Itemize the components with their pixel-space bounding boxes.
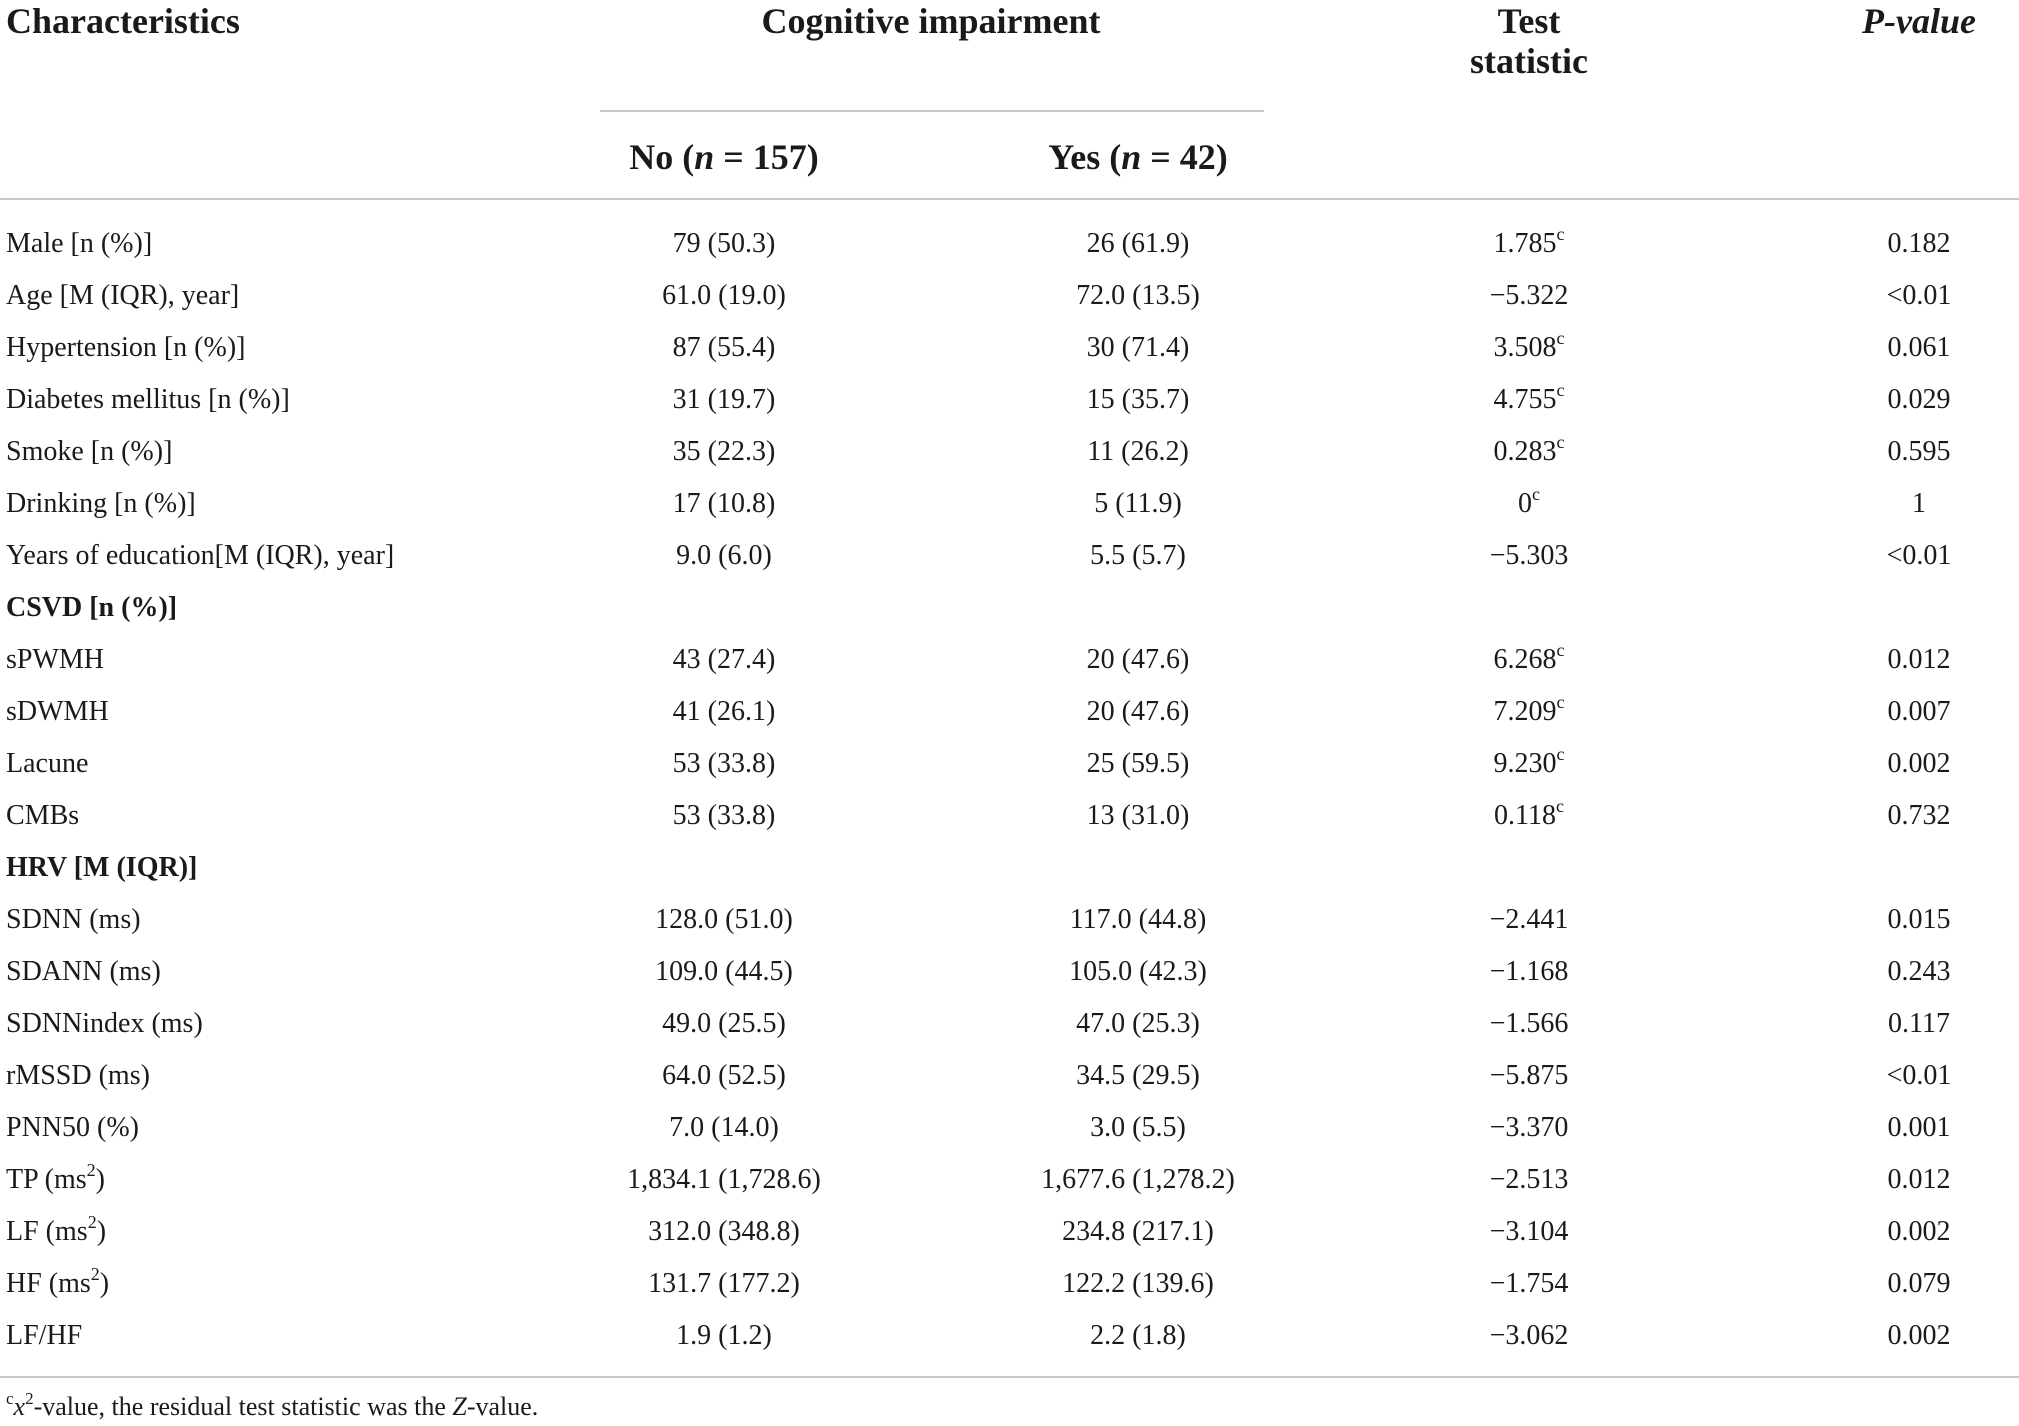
- test-statistic-value: 6.268: [1493, 644, 1557, 675]
- cell-test-statistic: [1494, 686, 1565, 738]
- row-label: [6, 322, 245, 374]
- table-bottom-rule: [0, 1376, 2019, 1378]
- cell-p-value: 0.007: [1887, 696, 1951, 727]
- cell-test-statistic: [1490, 1102, 1569, 1154]
- test-statistic-value: 0.283: [1493, 436, 1557, 467]
- table-row: [0, 374, 2019, 426]
- header-bottom-rule: [0, 198, 2019, 200]
- row-label-text: SDNNindex (ms): [6, 1008, 203, 1039]
- cell-test-statistic: [1518, 478, 1540, 530]
- row-label-text: Drinking [n (%)]: [6, 488, 196, 519]
- cell-test-statistic: [1490, 1154, 1569, 1206]
- header-no: No (n = 157): [629, 137, 819, 177]
- row-label-text: Diabetes mellitus [n (%)]: [6, 384, 290, 415]
- row-label: [6, 374, 290, 426]
- cell-p-value: 0.061: [1887, 332, 1951, 363]
- row-label-superscript: 2: [87, 1212, 97, 1232]
- p-symbol: P: [1862, 1, 1885, 41]
- cell-p-value: 0.732: [1887, 800, 1951, 831]
- table-row: [0, 894, 2019, 946]
- test-statistic-value: −5.303: [1489, 540, 1569, 571]
- cell-no: 61.0 (19.0): [662, 280, 786, 311]
- row-label-text: sPWMH: [6, 644, 105, 675]
- cell-no: 128.0 (51.0): [655, 904, 793, 935]
- table-row: [0, 738, 2019, 790]
- row-label: [6, 894, 141, 946]
- test-statistic-value: −3.370: [1489, 1112, 1569, 1143]
- footnote: [6, 1390, 538, 1424]
- cell-test-statistic: [1494, 322, 1565, 374]
- row-label: [6, 1206, 106, 1258]
- cell-test-statistic: [1494, 218, 1565, 270]
- cell-test-statistic: [1490, 1050, 1569, 1102]
- cell-p-value: 0.002: [1887, 1216, 1951, 1247]
- cell-no: 49.0 (25.5): [662, 1008, 786, 1039]
- row-label-text: SDNN (ms): [6, 904, 141, 935]
- cell-yes: 1,677.6 (1,278.2): [1041, 1164, 1235, 1195]
- cell-p-value: 1: [1912, 488, 1926, 519]
- row-label: [6, 686, 109, 738]
- test-statistic-value: 0: [1518, 488, 1532, 519]
- cell-yes: 30 (71.4): [1086, 332, 1190, 363]
- row-label: [6, 1258, 109, 1310]
- cell-yes: 3.0 (5.5): [1090, 1112, 1186, 1143]
- cell-yes: 5.5 (5.7): [1090, 540, 1186, 571]
- table-row: [0, 1258, 2019, 1310]
- row-label: [6, 270, 239, 322]
- chi-square-marker: c: [1556, 380, 1565, 400]
- chi-square-marker: c: [1556, 692, 1565, 712]
- cell-p-value: 0.002: [1887, 1320, 1951, 1351]
- cell-no: 35 (22.3): [672, 436, 776, 467]
- cell-test-statistic: [1494, 374, 1565, 426]
- table-row: [0, 530, 2019, 582]
- test-statistic-value: 9.230: [1493, 748, 1557, 779]
- cell-yes: 72.0 (13.5): [1076, 280, 1200, 311]
- cell-test-statistic: [1490, 270, 1569, 322]
- cell-no: 64.0 (52.5): [662, 1060, 786, 1091]
- cell-yes: 117.0 (44.8): [1069, 904, 1207, 935]
- table-row: [0, 1310, 2019, 1362]
- cell-p-value: 0.595: [1887, 436, 1951, 467]
- test-statistic-value: −3.104: [1489, 1216, 1569, 1247]
- test-statistic-value: 3.508: [1493, 332, 1557, 363]
- test-statistic-value: −5.322: [1489, 280, 1569, 311]
- section-row: [0, 842, 2019, 894]
- cell-p-value: 0.182: [1887, 228, 1951, 259]
- cell-yes: 5 (11.9): [1094, 488, 1182, 519]
- cell-no: 31 (19.7): [672, 384, 776, 415]
- cell-test-statistic: [1490, 998, 1569, 1050]
- cell-yes: 13 (31.0): [1086, 800, 1190, 831]
- row-label: [6, 738, 88, 790]
- row-label-text: Age [M (IQR), year]: [6, 280, 240, 311]
- header-p-value-text: [1862, 1, 1976, 41]
- header-test-line1: Test: [1497, 1, 1561, 41]
- n-symbol: n: [694, 137, 715, 177]
- row-label-text: Hypertension [n (%)]: [6, 332, 246, 363]
- cell-test-statistic: [1494, 790, 1564, 842]
- cell-p-value: 0.117: [1888, 1008, 1950, 1039]
- cell-no: 1,834.1 (1,728.6): [627, 1164, 821, 1195]
- cell-p-value: 0.012: [1887, 1164, 1951, 1195]
- row-label-text: LF/HF: [6, 1320, 83, 1351]
- cell-test-statistic: [1494, 738, 1565, 790]
- row-label-text: Male [n (%)]: [6, 228, 153, 259]
- cell-no: 312.0 (348.8): [648, 1216, 800, 1247]
- cell-no: 109.0 (44.5): [655, 956, 793, 987]
- test-statistic-value: −2.513: [1489, 1164, 1569, 1195]
- section-label: [6, 842, 197, 894]
- header-cognitive-impairment: Cognitive impairment: [761, 1, 1101, 41]
- test-statistic-value: −1.168: [1489, 956, 1569, 987]
- row-label-text: CSVD [n (%)]: [6, 592, 178, 623]
- footnote-power: 2: [25, 1389, 34, 1408]
- chi-square-marker: c: [1532, 484, 1540, 504]
- cell-p-value: 0.002: [1887, 748, 1951, 779]
- row-label-text: HRV [M (IQR)]: [6, 852, 198, 883]
- cell-yes: 2.2 (1.8): [1090, 1320, 1186, 1351]
- cell-yes: 11 (26.2): [1087, 436, 1189, 467]
- row-label-superscript: 2: [86, 1160, 96, 1180]
- row-label-text: rMSSD (ms): [6, 1060, 150, 1091]
- row-label-text: Lacune: [6, 748, 89, 779]
- chi-square-marker: c: [1556, 432, 1565, 452]
- cell-test-statistic: [1494, 634, 1565, 686]
- row-label: [6, 530, 394, 582]
- cell-no: 131.7 (177.2): [648, 1268, 800, 1299]
- cell-yes: 15 (35.7): [1086, 384, 1190, 415]
- n-symbol: n: [1121, 137, 1142, 177]
- chi-square-marker: c: [1556, 328, 1565, 348]
- table-row: [0, 1206, 2019, 1258]
- row-label-superscript: 2: [90, 1264, 100, 1284]
- cell-yes: 20 (47.6): [1086, 644, 1190, 675]
- test-statistic-value: −5.875: [1489, 1060, 1569, 1091]
- table-row: [0, 270, 2019, 322]
- cell-test-statistic: [1490, 1206, 1569, 1258]
- row-label: [6, 634, 104, 686]
- table-row: [0, 1102, 2019, 1154]
- test-statistic-value: 7.209: [1493, 696, 1557, 727]
- row-label-text: CMBs: [6, 800, 80, 831]
- row-label-text: SDANN (ms): [6, 956, 161, 987]
- row-label-text: Smoke [n (%)]: [6, 436, 173, 467]
- cell-test-statistic: [1490, 530, 1569, 582]
- cell-yes: 47.0 (25.3): [1076, 1008, 1200, 1039]
- cell-test-statistic: [1490, 1310, 1569, 1362]
- row-label-text: TP (ms: [6, 1164, 87, 1195]
- row-label: [6, 1310, 82, 1362]
- chi-square-marker: c: [1556, 744, 1565, 764]
- row-label: [6, 1102, 139, 1154]
- row-label: [6, 478, 196, 530]
- row-label-text: HF (ms: [6, 1268, 91, 1299]
- test-statistic-value: 4.755: [1493, 384, 1557, 415]
- cell-yes: 122.2 (139.6): [1062, 1268, 1214, 1299]
- table-row: [0, 1154, 2019, 1206]
- cell-p-value: <0.01: [1886, 540, 1952, 571]
- p-value-suffix: -value: [1884, 1, 1976, 41]
- row-label-end: ): [99, 1268, 110, 1299]
- cell-test-statistic: [1490, 1258, 1569, 1310]
- chi-square-marker: c: [1556, 224, 1565, 244]
- test-statistic-value: −3.062: [1489, 1320, 1569, 1351]
- footnote-text-a: -value, the residual test statistic was the: [33, 1392, 453, 1421]
- table-row: [0, 1050, 2019, 1102]
- cell-no: 43 (27.4): [672, 644, 776, 675]
- cell-no: 17 (10.8): [672, 488, 776, 519]
- cell-p-value: 0.015: [1887, 904, 1951, 935]
- header-yes: Yes (n = 42): [1048, 137, 1228, 177]
- chi-square-marker: c: [1555, 796, 1564, 816]
- cell-p-value: 0.001: [1887, 1112, 1951, 1143]
- cell-test-statistic: [1490, 894, 1569, 946]
- group-underline: [600, 110, 1264, 112]
- table-row: [0, 218, 2019, 270]
- test-statistic-value: 1.785: [1493, 228, 1557, 259]
- cell-yes: 105.0 (42.3): [1069, 956, 1207, 987]
- cell-test-statistic: [1494, 426, 1565, 478]
- table-row: [0, 686, 2019, 738]
- footnote-text-b: -value.: [466, 1392, 539, 1421]
- footnote-z: Z: [452, 1392, 467, 1421]
- row-label: [6, 1154, 105, 1206]
- footnote-symbol: x: [13, 1392, 26, 1421]
- cell-yes: 20 (47.6): [1086, 696, 1190, 727]
- row-label-end: ): [96, 1216, 107, 1247]
- cell-yes: 25 (59.5): [1086, 748, 1190, 779]
- test-statistic-value: 0.118: [1494, 800, 1556, 831]
- cell-p-value: 0.243: [1887, 956, 1951, 987]
- cell-test-statistic: [1490, 946, 1569, 998]
- test-statistic-value: −1.566: [1489, 1008, 1569, 1039]
- row-label: [6, 218, 152, 270]
- test-statistic-value: −1.754: [1489, 1268, 1569, 1299]
- cell-yes: 26 (61.9): [1086, 228, 1190, 259]
- row-label: [6, 946, 161, 998]
- cell-p-value: <0.01: [1886, 1060, 1952, 1091]
- table-row: [0, 946, 2019, 998]
- table-row: [0, 478, 2019, 530]
- row-label: [6, 1050, 150, 1102]
- footnote-marker: c: [6, 1389, 14, 1408]
- header-test-line2: statistic: [1470, 41, 1588, 81]
- test-statistic-value: −2.441: [1489, 904, 1569, 935]
- row-label-text: sDWMH: [6, 696, 109, 727]
- header-characteristics: Characteristics: [6, 1, 240, 41]
- cell-yes: 34.5 (29.5): [1076, 1060, 1200, 1091]
- cell-no: 53 (33.8): [672, 800, 776, 831]
- row-label-text: Years of education[M (IQR), year]: [6, 540, 395, 571]
- section-row: [0, 582, 2019, 634]
- row-label-end: ): [95, 1164, 105, 1195]
- cell-p-value: 0.029: [1887, 384, 1951, 415]
- row-label: [6, 790, 79, 842]
- cell-no: 7.0 (14.0): [669, 1112, 779, 1143]
- row-label-text: PNN50 (%): [6, 1112, 139, 1143]
- section-label: [6, 582, 177, 634]
- chi-square-marker: c: [1556, 640, 1565, 660]
- table-row: [0, 426, 2019, 478]
- row-label-text: LF (ms: [6, 1216, 88, 1247]
- table-row: [0, 322, 2019, 374]
- cell-no: 9.0 (6.0): [676, 540, 772, 571]
- cell-no: 79 (50.3): [672, 228, 776, 259]
- table-row: [0, 634, 2019, 686]
- cell-p-value: 0.079: [1887, 1268, 1951, 1299]
- cell-no: 87 (55.4): [672, 332, 776, 363]
- cell-p-value: <0.01: [1886, 280, 1952, 311]
- cell-p-value: 0.012: [1887, 644, 1951, 675]
- cell-no: 41 (26.1): [672, 696, 776, 727]
- cell-no: 1.9 (1.2): [676, 1320, 772, 1351]
- table-row: [0, 998, 2019, 1050]
- row-label: [6, 426, 172, 478]
- row-label: [6, 998, 203, 1050]
- cell-yes: 234.8 (217.1): [1062, 1216, 1214, 1247]
- header-p-value: [1862, 0, 1976, 42]
- table-row: [0, 790, 2019, 842]
- cell-no: 53 (33.8): [672, 748, 776, 779]
